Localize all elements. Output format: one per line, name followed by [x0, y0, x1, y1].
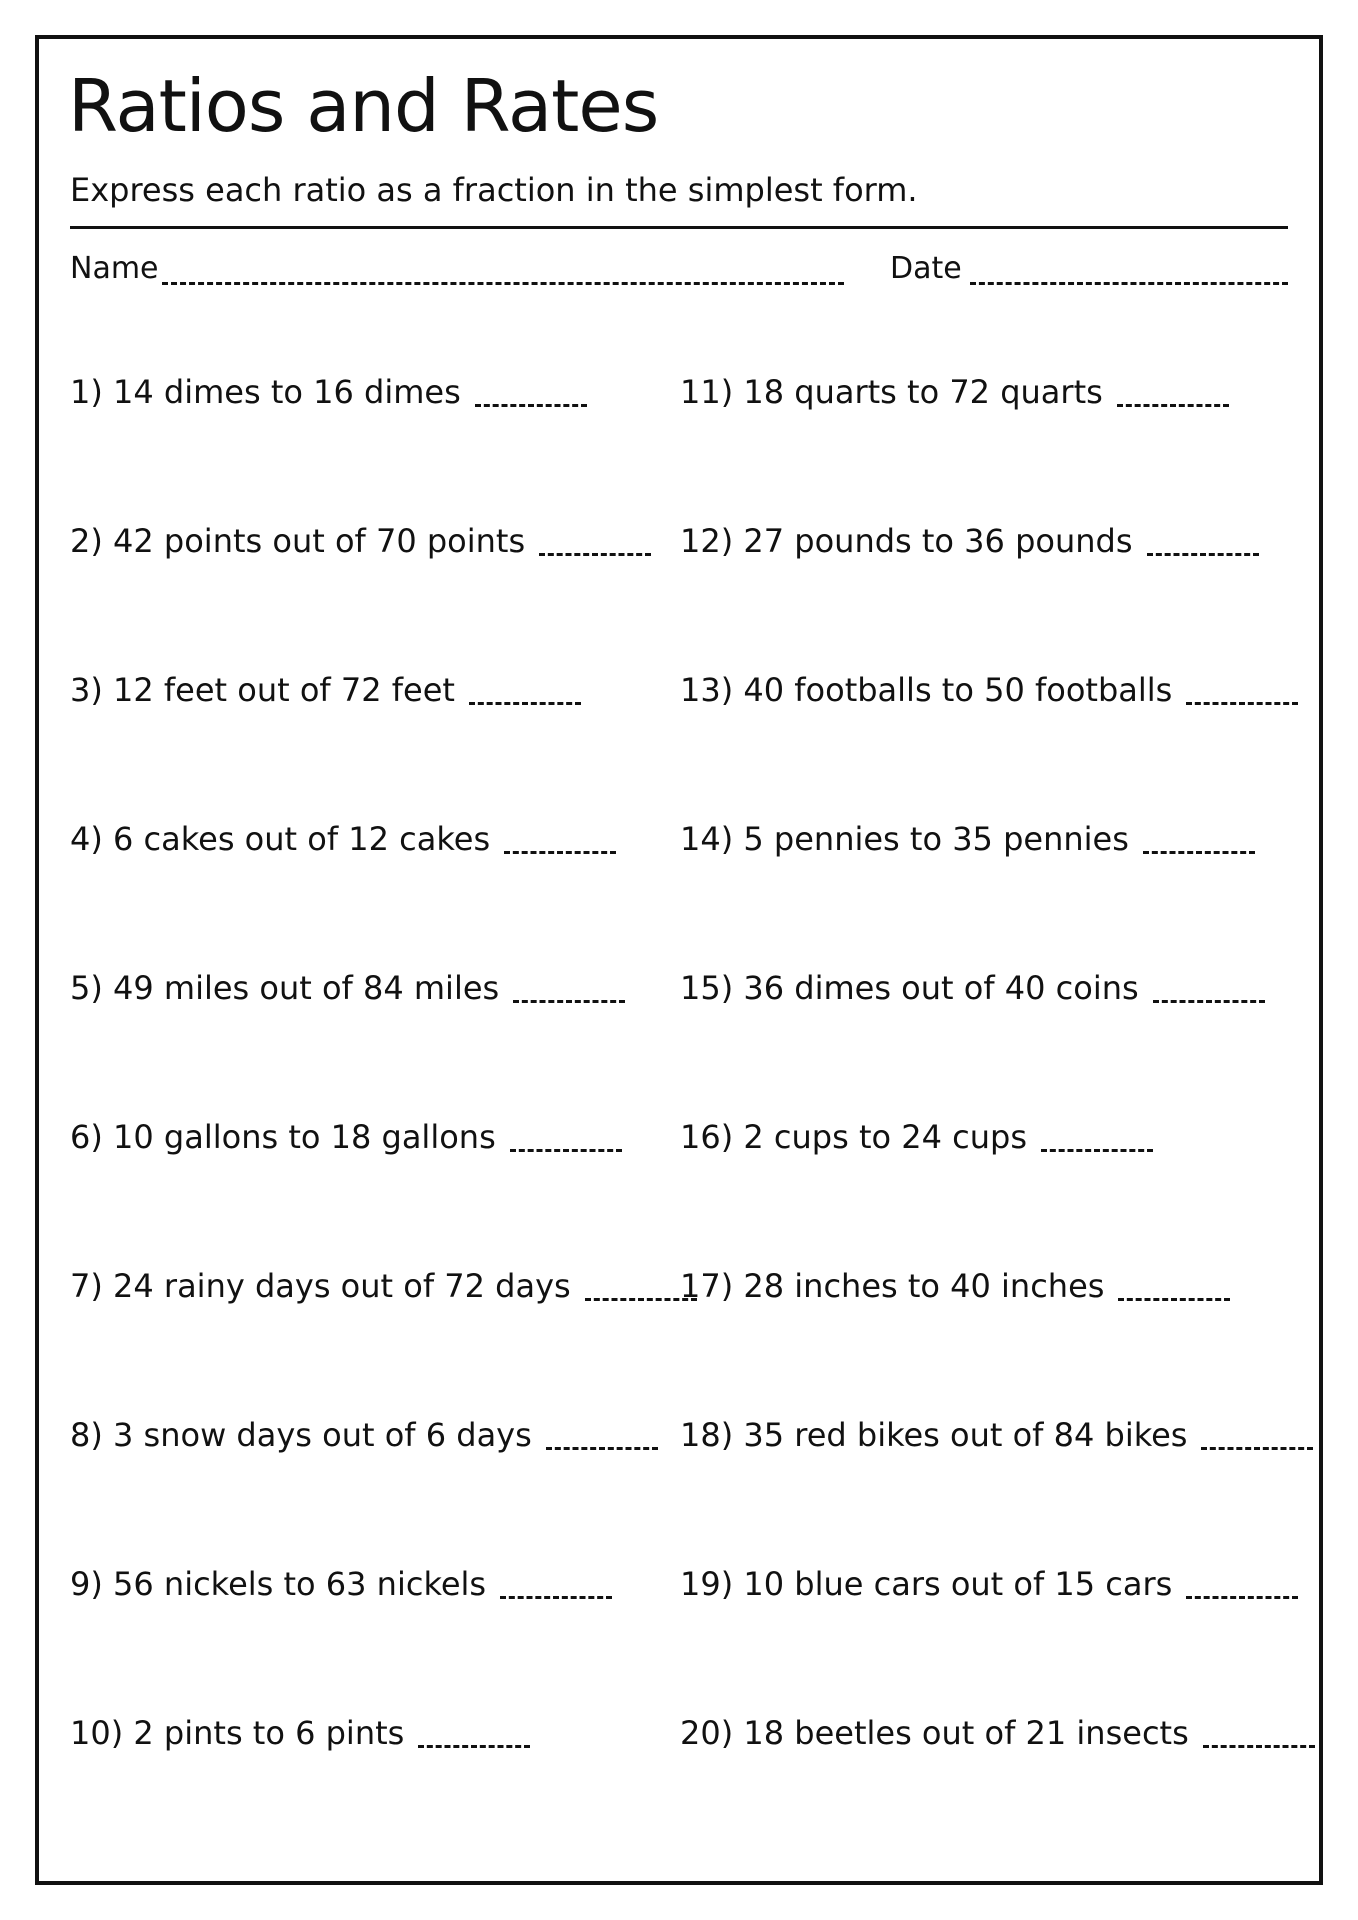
name-field[interactable] [162, 282, 844, 285]
answer-blank[interactable] [1186, 702, 1298, 705]
problem-text: 2) 42 points out of 70 points [70, 522, 526, 560]
problem-item [680, 1707, 1288, 1856]
name-date-row [70, 246, 1288, 292]
problem-text: 12) 27 pounds to 36 pounds [680, 522, 1133, 560]
answer-blank[interactable] [469, 702, 581, 705]
answer-blank[interactable] [1041, 1149, 1153, 1152]
answer-blank[interactable] [513, 1000, 625, 1003]
answer-blank[interactable] [500, 1596, 612, 1599]
problem-text: 14) 5 pennies to 35 pennies [680, 820, 1129, 858]
answer-blank[interactable] [1203, 1745, 1315, 1748]
instructions: Express each ratio as a fraction in the simplest form. [70, 171, 918, 209]
problem-text: 20) 18 beetles out of 21 insects [680, 1714, 1189, 1752]
problem-item [680, 1260, 1288, 1409]
answer-blank[interactable] [510, 1149, 622, 1152]
problem-text: 6) 10 gallons to 18 gallons [70, 1118, 496, 1156]
problem-text: 19) 10 blue cars out of 15 cars [680, 1565, 1173, 1603]
problem-text: 7) 24 rainy days out of 72 days [70, 1267, 571, 1305]
problem-item [680, 813, 1288, 962]
problem-list [70, 366, 1288, 1856]
divider [70, 226, 1288, 229]
problem-text: 3) 12 feet out of 72 feet [70, 671, 455, 709]
problem-item [70, 813, 670, 962]
answer-blank[interactable] [1186, 1596, 1298, 1599]
answer-blank[interactable] [1153, 1000, 1265, 1003]
problem-text: 16) 2 cups to 24 cups [680, 1118, 1027, 1156]
problem-item [680, 366, 1288, 515]
problem-text: 8) 3 snow days out of 6 days [70, 1416, 532, 1454]
problem-item [680, 1111, 1288, 1260]
problem-item [70, 1409, 670, 1558]
problem-text: 9) 56 nickels to 63 nickels [70, 1565, 487, 1603]
problem-text: 4) 6 cakes out of 12 cakes [70, 820, 491, 858]
problem-text: 5) 49 miles out of 84 miles [70, 969, 500, 1007]
problem-item [70, 1707, 670, 1856]
problem-item [70, 1111, 670, 1260]
problem-item [70, 366, 670, 515]
problem-text: 10) 2 pints to 6 pints [70, 1714, 405, 1752]
page-title: Ratios and Rates [68, 64, 659, 148]
answer-blank[interactable] [418, 1745, 530, 1748]
problem-text: 1) 14 dimes to 16 dimes [70, 373, 461, 411]
problem-item [680, 1409, 1288, 1558]
problem-column-left [70, 366, 670, 1856]
problem-item [70, 1558, 670, 1707]
problem-item [680, 664, 1288, 813]
answer-blank[interactable] [475, 404, 587, 407]
problem-item [70, 962, 670, 1111]
problem-item [680, 962, 1288, 1111]
answer-blank[interactable] [1143, 851, 1255, 854]
problem-text: 15) 36 dimes out of 40 coins [680, 969, 1139, 1007]
problem-text: 13) 40 footballs to 50 footballs [680, 671, 1173, 709]
answer-blank[interactable] [1117, 404, 1229, 407]
name-label: Name [70, 251, 159, 286]
answer-blank[interactable] [1147, 553, 1259, 556]
problem-text: 17) 28 inches to 40 inches [680, 1267, 1105, 1305]
answer-blank[interactable] [504, 851, 616, 854]
date-label: Date [890, 251, 962, 286]
problem-text: 11) 18 quarts to 72 quarts [680, 373, 1103, 411]
date-field[interactable] [970, 282, 1288, 285]
problem-item [70, 1260, 670, 1409]
problem-text: 18) 35 red bikes out of 84 bikes [680, 1416, 1188, 1454]
answer-blank[interactable] [1201, 1447, 1313, 1450]
answer-blank[interactable] [539, 553, 651, 556]
answer-blank[interactable] [1118, 1298, 1230, 1301]
answer-blank[interactable] [546, 1447, 658, 1450]
problem-item [70, 515, 670, 664]
problem-item [70, 664, 670, 813]
problem-item [680, 1558, 1288, 1707]
problem-item [680, 515, 1288, 664]
problem-column-right [680, 366, 1288, 1856]
